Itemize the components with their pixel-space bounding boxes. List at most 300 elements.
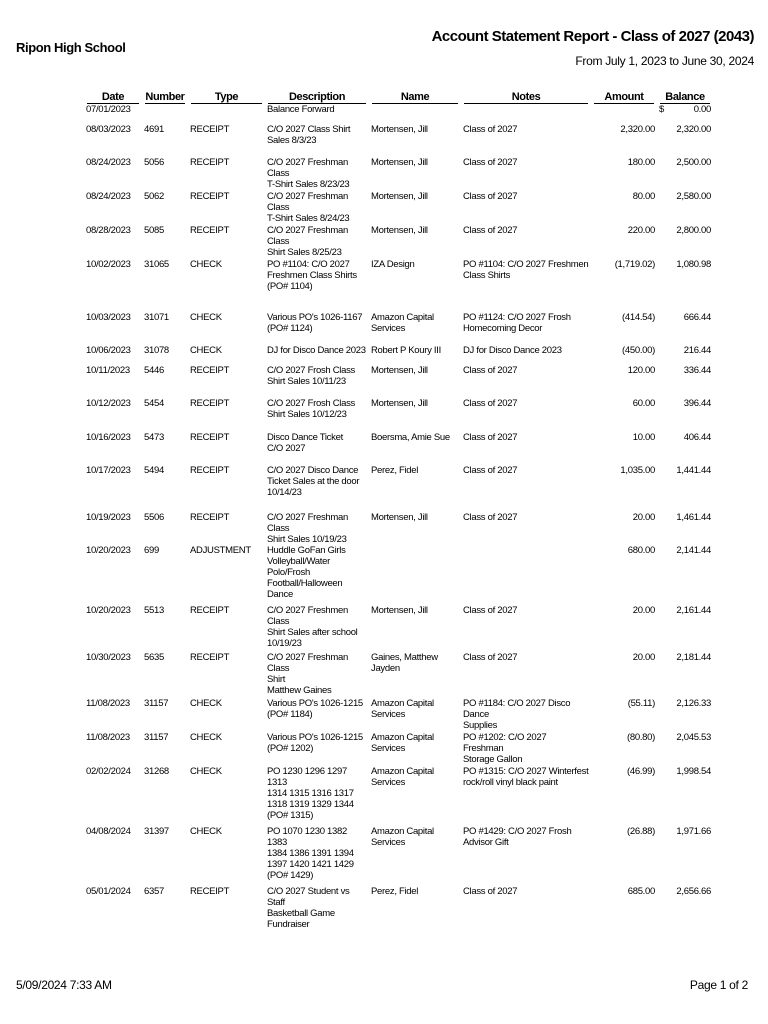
cell-notes-text: Class of 2027 [463, 124, 518, 135]
cell-name [369, 191, 461, 225]
cell-number-text: 5446 [144, 365, 164, 376]
table-row [84, 465, 713, 512]
cell-amount [591, 191, 657, 225]
cell-description-text: C/O 2027 Freshman Class T-Shirt Sales 8/24/23 [267, 191, 350, 224]
table-row [84, 104, 713, 124]
cell-notes-text: Class of 2027 [463, 191, 518, 202]
cell-number-text: 31397 [144, 826, 169, 837]
cell-description [265, 465, 369, 512]
cell-date-text: 10/30/2023 [86, 652, 131, 663]
cell-number-text: 5506 [144, 512, 164, 523]
header-date: Date [84, 90, 142, 104]
cell-date [84, 312, 142, 345]
cell-date-text: 08/28/2023 [86, 225, 131, 236]
cell-number-text: 5056 [144, 157, 164, 168]
cell-date [84, 398, 142, 432]
cell-number-text: 31268 [144, 766, 169, 777]
cell-name [369, 652, 461, 698]
cell-notes [461, 826, 591, 886]
cell-description [265, 886, 369, 930]
cell-type-text: CHECK [190, 732, 222, 743]
cell-balance [657, 225, 713, 259]
cell-balance-text: 666.44 [683, 312, 711, 323]
cell-number [142, 465, 188, 512]
cell-number [142, 124, 188, 157]
cell-number-text: 31071 [144, 312, 169, 323]
cell-type-text: RECEIPT [190, 432, 230, 443]
cell-amount-text: 20.00 [632, 512, 655, 523]
cell-type [188, 512, 265, 545]
cell-balance-text: 0.00 [693, 104, 711, 115]
cell-date-text: 08/24/2023 [86, 157, 131, 168]
cell-notes [461, 732, 591, 766]
header-description: Description [265, 90, 369, 104]
cell-notes-text: Class of 2027 [463, 512, 518, 523]
cell-date [84, 104, 142, 124]
cell-balance [657, 512, 713, 545]
cell-type [188, 766, 265, 826]
cell-balance-text: 1,998.54 [676, 766, 711, 777]
cell-type [188, 432, 265, 465]
cell-type-text: CHECK [190, 259, 222, 270]
cell-description-text: Huddle GoFan Girls Volleyball/Water Polo/Frosh Football/Halloween Dance [267, 545, 346, 600]
cell-type-text: CHECK [190, 826, 222, 837]
cell-notes [461, 191, 591, 225]
cell-name-text: Mortensen, Jill [371, 512, 428, 523]
cell-type [188, 605, 265, 652]
cell-description-text: Disco Dance Ticket C/O 2027 [267, 432, 343, 454]
cell-type-text: ADJUSTMENT [190, 545, 251, 556]
cell-date [84, 766, 142, 826]
cell-balance-text: 336.44 [683, 365, 711, 376]
cell-date [84, 652, 142, 698]
cell-date [84, 432, 142, 465]
cell-date-text: 10/12/2023 [86, 398, 131, 409]
cell-date-text: 10/17/2023 [86, 465, 131, 476]
table-row [84, 605, 713, 652]
cell-description-text: C/O 2027 Freshman Class T-Shirt Sales 8/23/23 [267, 157, 350, 190]
cell-type [188, 465, 265, 512]
table-row [84, 157, 713, 191]
cell-description-text: C/O 2027 Freshman Class Shirt Sales 8/25/23 [267, 225, 348, 258]
cell-notes-text: Class of 2027 [463, 652, 518, 663]
cell-balance [657, 545, 713, 605]
cell-date-text: 10/20/2023 [86, 605, 131, 616]
cell-type [188, 652, 265, 698]
cell-balance [657, 312, 713, 345]
cell-description-text: Various PO's 1026-1215 (PO# 1202) [267, 732, 363, 754]
cell-type-text: RECEIPT [190, 124, 230, 135]
cell-balance-text: 2,141.44 [676, 545, 711, 556]
cell-type-text: RECEIPT [190, 886, 230, 897]
cell-name [369, 605, 461, 652]
cell-amount-text: 20.00 [632, 652, 655, 663]
cell-notes-text: Class of 2027 [463, 605, 518, 616]
cell-name [369, 886, 461, 930]
cell-description [265, 124, 369, 157]
date-range: From July 1, 2023 to June 30, 2024 [575, 54, 754, 68]
cell-type-text: RECEIPT [190, 465, 230, 476]
cell-notes [461, 259, 591, 312]
cell-description [265, 826, 369, 886]
cell-number [142, 225, 188, 259]
cell-number-text: 6357 [144, 886, 164, 897]
cell-number [142, 698, 188, 732]
cell-description [265, 345, 369, 365]
cell-balance [657, 605, 713, 652]
cell-notes [461, 766, 591, 826]
cell-description [265, 157, 369, 191]
cell-date [84, 191, 142, 225]
cell-type-text: RECEIPT [190, 512, 230, 523]
cell-description [265, 545, 369, 605]
cell-name-text: Mortensen, Jill [371, 365, 428, 376]
cell-amount-text: 2,320.00 [620, 124, 655, 135]
cell-notes [461, 225, 591, 259]
cell-notes-text: PO #1429: C/O 2027 Frosh Advisor Gift [463, 826, 572, 848]
cell-description-text: PO #1104: C/O 2027 Freshmen Class Shirts (PO# 1104) [267, 259, 357, 292]
cell-date-text: 10/20/2023 [86, 545, 131, 556]
cell-notes [461, 886, 591, 930]
cell-type [188, 886, 265, 930]
cell-description [265, 259, 369, 312]
cell-number [142, 512, 188, 545]
cell-balance [657, 698, 713, 732]
cell-amount [591, 432, 657, 465]
cell-number [142, 104, 188, 124]
cell-number-text: 5513 [144, 605, 164, 616]
cell-balance [657, 886, 713, 930]
cell-balance [657, 365, 713, 398]
cell-number-text: 699 [144, 545, 159, 556]
cell-date-text: 11/08/2023 [86, 698, 130, 709]
cell-amount-text: (80.80) [626, 732, 655, 743]
report-title: Account Statement Report - Class of 2027 (2043) [431, 28, 754, 45]
cell-date-text: 11/08/2023 [86, 732, 130, 743]
cell-type-text: RECEIPT [190, 157, 230, 168]
cell-notes-text: PO #1184: C/O 2027 Disco Dance Supplies [463, 698, 571, 731]
cell-date [84, 698, 142, 732]
cell-amount [591, 104, 657, 124]
cell-date-text: 08/24/2023 [86, 191, 131, 202]
cell-name-text: Perez, Fidel [371, 886, 419, 897]
cell-number-text: 5494 [144, 465, 164, 476]
cell-balance [657, 432, 713, 465]
cell-balance [657, 652, 713, 698]
table-row [84, 191, 713, 225]
cell-amount [591, 465, 657, 512]
cell-name-text: Mortensen, Jill [371, 225, 428, 236]
header-number: Number [145, 91, 185, 103]
cell-type [188, 157, 265, 191]
cell-description-text: C/O 2027 Disco Dance Ticket Sales at the door 10/14/23 [267, 465, 360, 498]
cell-notes-text: PO #1124: C/O 2027 Frosh Homecoming Decor [463, 312, 571, 334]
cell-balance-text: 396.44 [683, 398, 711, 409]
cell-date-text: 10/16/2023 [86, 432, 131, 443]
cell-date-text: 10/19/2023 [86, 512, 131, 523]
cell-notes-text: PO #1315: C/O 2027 Winterfest rock/roll vinyl black paint [463, 766, 589, 788]
cell-number [142, 605, 188, 652]
table-row [84, 652, 713, 698]
cell-number-text: 31157 [144, 698, 169, 709]
cell-date [84, 512, 142, 545]
header-type: Type [188, 90, 265, 104]
cell-type-text: RECEIPT [190, 605, 230, 616]
cell-name-text: Amazon Capital Services [371, 766, 434, 788]
table-header-row [84, 90, 713, 104]
cell-number [142, 259, 188, 312]
cell-notes [461, 465, 591, 512]
table-row [84, 259, 713, 312]
cell-balance [657, 157, 713, 191]
cell-description [265, 512, 369, 545]
cell-name [369, 259, 461, 312]
cell-notes [461, 652, 591, 698]
cell-notes-text: Class of 2027 [463, 398, 518, 409]
cell-description [265, 652, 369, 698]
cell-date-text: 05/01/2024 [86, 886, 131, 897]
cell-amount-text: (26.88) [626, 826, 655, 837]
cell-type-text: RECEIPT [190, 365, 230, 376]
table-row [84, 124, 713, 157]
cell-amount-text: (46.99) [626, 766, 655, 777]
cell-date [84, 605, 142, 652]
cell-name-text: Gaines, Matthew Jayden [371, 652, 438, 674]
cell-balance [657, 732, 713, 766]
cell-date-text: 04/08/2024 [86, 826, 131, 837]
cell-name [369, 545, 461, 605]
cell-date-text: 10/06/2023 [86, 345, 131, 356]
cell-number-text: 31078 [144, 345, 169, 356]
cell-amount [591, 698, 657, 732]
cell-date-text: 07/01/2023 [86, 104, 131, 115]
cell-amount [591, 826, 657, 886]
cell-amount-text: (1,719.02) [614, 259, 655, 270]
cell-amount-text: 220.00 [627, 225, 655, 236]
table-row [84, 826, 713, 886]
cell-description-text: Balance Forward [267, 104, 335, 115]
cell-number [142, 157, 188, 191]
cell-name [369, 698, 461, 732]
cell-notes [461, 698, 591, 732]
cell-amount [591, 545, 657, 605]
cell-notes [461, 345, 591, 365]
cell-balance [657, 345, 713, 365]
cell-date [84, 259, 142, 312]
table-row [84, 545, 713, 605]
cell-number [142, 652, 188, 698]
cell-balance-text: 1,971.66 [676, 826, 711, 837]
cell-name-text: Amazon Capital Services [371, 312, 434, 334]
cell-description [265, 312, 369, 345]
cell-number [142, 191, 188, 225]
statement-table [84, 90, 713, 930]
cell-amount [591, 732, 657, 766]
cell-type [188, 732, 265, 766]
cell-amount-text: (414.54) [622, 312, 655, 323]
cell-balance-text: 2,181.44 [676, 652, 711, 663]
cell-description [265, 698, 369, 732]
cell-description-text: C/O 2027 Freshman Class Shirt Matthew Gaines [267, 652, 348, 696]
cell-type [188, 365, 265, 398]
cell-date-text: 10/02/2023 [86, 259, 131, 270]
cell-description [265, 605, 369, 652]
cell-type [188, 312, 265, 345]
cell-number-text: 5473 [144, 432, 164, 443]
cell-name-text: Mortensen, Jill [371, 124, 428, 135]
cell-name-text: Perez, Fidel [371, 465, 419, 476]
cell-name-text: Mortensen, Jill [371, 157, 428, 168]
cell-notes-text: Class of 2027 [463, 886, 518, 897]
cell-balance-text: 2,656.66 [676, 886, 711, 897]
cell-date-text: 02/02/2024 [86, 766, 131, 777]
cell-number [142, 432, 188, 465]
table-row [84, 365, 713, 398]
cell-notes [461, 545, 591, 605]
cell-description-text: DJ for Disco Dance 2023 [267, 345, 366, 356]
cell-amount [591, 512, 657, 545]
cell-type-text: RECEIPT [190, 191, 230, 202]
cell-notes-text: Class of 2027 [463, 157, 518, 168]
cell-amount [591, 157, 657, 191]
cell-type [188, 545, 265, 605]
cell-number [142, 826, 188, 886]
cell-notes [461, 432, 591, 465]
cell-date [84, 365, 142, 398]
cell-notes [461, 512, 591, 545]
table-row [84, 732, 713, 766]
table-row [84, 698, 713, 732]
cell-number [142, 312, 188, 345]
cell-balance [657, 465, 713, 512]
cell-name [369, 766, 461, 826]
cell-number-text: 5085 [144, 225, 164, 236]
currency-symbol: $ [659, 104, 664, 115]
cell-amount [591, 345, 657, 365]
cell-name-text: Mortensen, Jill [371, 191, 428, 202]
cell-description [265, 365, 369, 398]
cell-balance-text: 216.44 [683, 345, 711, 356]
cell-name [369, 104, 461, 124]
print-timestamp: 5/09/2024 7:33 AM [16, 978, 112, 992]
cell-number-text: 5635 [144, 652, 164, 663]
cell-description [265, 225, 369, 259]
cell-balance [657, 104, 713, 124]
cell-name [369, 365, 461, 398]
cell-balance [657, 259, 713, 312]
cell-amount [591, 259, 657, 312]
table-row [84, 398, 713, 432]
table-row [84, 345, 713, 365]
school-name: Ripon High School [16, 40, 126, 55]
cell-date-text: 10/11/2023 [86, 365, 130, 376]
cell-date-text: 08/03/2023 [86, 124, 131, 135]
cell-name-text: Amazon Capital Services [371, 732, 434, 754]
cell-amount-text: 685.00 [627, 886, 655, 897]
cell-name-text: Boersma, Amie Sue [371, 432, 450, 443]
cell-description [265, 432, 369, 465]
cell-amount-text: 20.00 [632, 605, 655, 616]
table-row [84, 432, 713, 465]
cell-type-text: CHECK [190, 766, 222, 777]
cell-number-text: 4691 [144, 124, 164, 135]
cell-description-text: C/O 2027 Freshmen Class Shirt Sales after school 10/19/23 [267, 605, 358, 649]
cell-notes-text: Class of 2027 [463, 465, 518, 476]
cell-name [369, 157, 461, 191]
cell-name-text: Robert P Koury III [371, 345, 441, 356]
cell-balance-text: 1,461.44 [676, 512, 711, 523]
cell-date [84, 124, 142, 157]
cell-type-text: CHECK [190, 312, 222, 323]
table-row [84, 225, 713, 259]
cell-type [188, 698, 265, 732]
cell-date [84, 732, 142, 766]
cell-balance-text: 2,320.00 [676, 124, 711, 135]
cell-amount [591, 365, 657, 398]
cell-amount-text: 120.00 [627, 365, 655, 376]
cell-name-text: Amazon Capital Services [371, 698, 434, 720]
cell-number [142, 766, 188, 826]
cell-type-text: CHECK [190, 345, 222, 356]
cell-notes [461, 398, 591, 432]
cell-notes [461, 312, 591, 345]
cell-balance [657, 766, 713, 826]
header-notes: Notes [461, 90, 591, 104]
cell-amount [591, 225, 657, 259]
cell-balance-text: 2,126.33 [676, 698, 711, 709]
cell-type-text: RECEIPT [190, 225, 230, 236]
cell-date [84, 545, 142, 605]
cell-type [188, 225, 265, 259]
header-amount: Amount [591, 90, 657, 104]
cell-number [142, 365, 188, 398]
cell-name-text: Amazon Capital Services [371, 826, 434, 848]
cell-description [265, 732, 369, 766]
cell-type [188, 345, 265, 365]
cell-date [84, 225, 142, 259]
cell-balance-text: 1,080.98 [676, 259, 711, 270]
cell-date-text: 10/03/2023 [86, 312, 131, 323]
cell-number-text: 31065 [144, 259, 169, 270]
cell-name [369, 225, 461, 259]
cell-number [142, 732, 188, 766]
cell-description-text: C/O 2027 Frosh Class Shirt Sales 10/11/23 [267, 365, 355, 387]
cell-amount-text: 680.00 [627, 545, 655, 556]
cell-date [84, 826, 142, 886]
cell-amount [591, 124, 657, 157]
cell-date [84, 465, 142, 512]
cell-notes-text: DJ for Disco Dance 2023 [463, 345, 562, 356]
cell-amount-text: 80.00 [632, 191, 655, 202]
cell-name [369, 732, 461, 766]
cell-balance [657, 191, 713, 225]
cell-balance [657, 826, 713, 886]
cell-notes-text: Class of 2027 [463, 432, 518, 443]
cell-description [265, 766, 369, 826]
cell-name [369, 398, 461, 432]
cell-type [188, 398, 265, 432]
cell-name-text: Mortensen, Jill [371, 605, 428, 616]
cell-name [369, 312, 461, 345]
cell-notes-text: PO #1104: C/O 2027 Freshmen Class Shirts [463, 259, 589, 281]
cell-number [142, 345, 188, 365]
cell-amount [591, 766, 657, 826]
cell-description-text: C/O 2027 Frosh Class Shirt Sales 10/12/23 [267, 398, 355, 420]
cell-balance-text: 2,045.53 [676, 732, 711, 743]
cell-type [188, 826, 265, 886]
cell-type [188, 104, 265, 124]
cell-type [188, 124, 265, 157]
